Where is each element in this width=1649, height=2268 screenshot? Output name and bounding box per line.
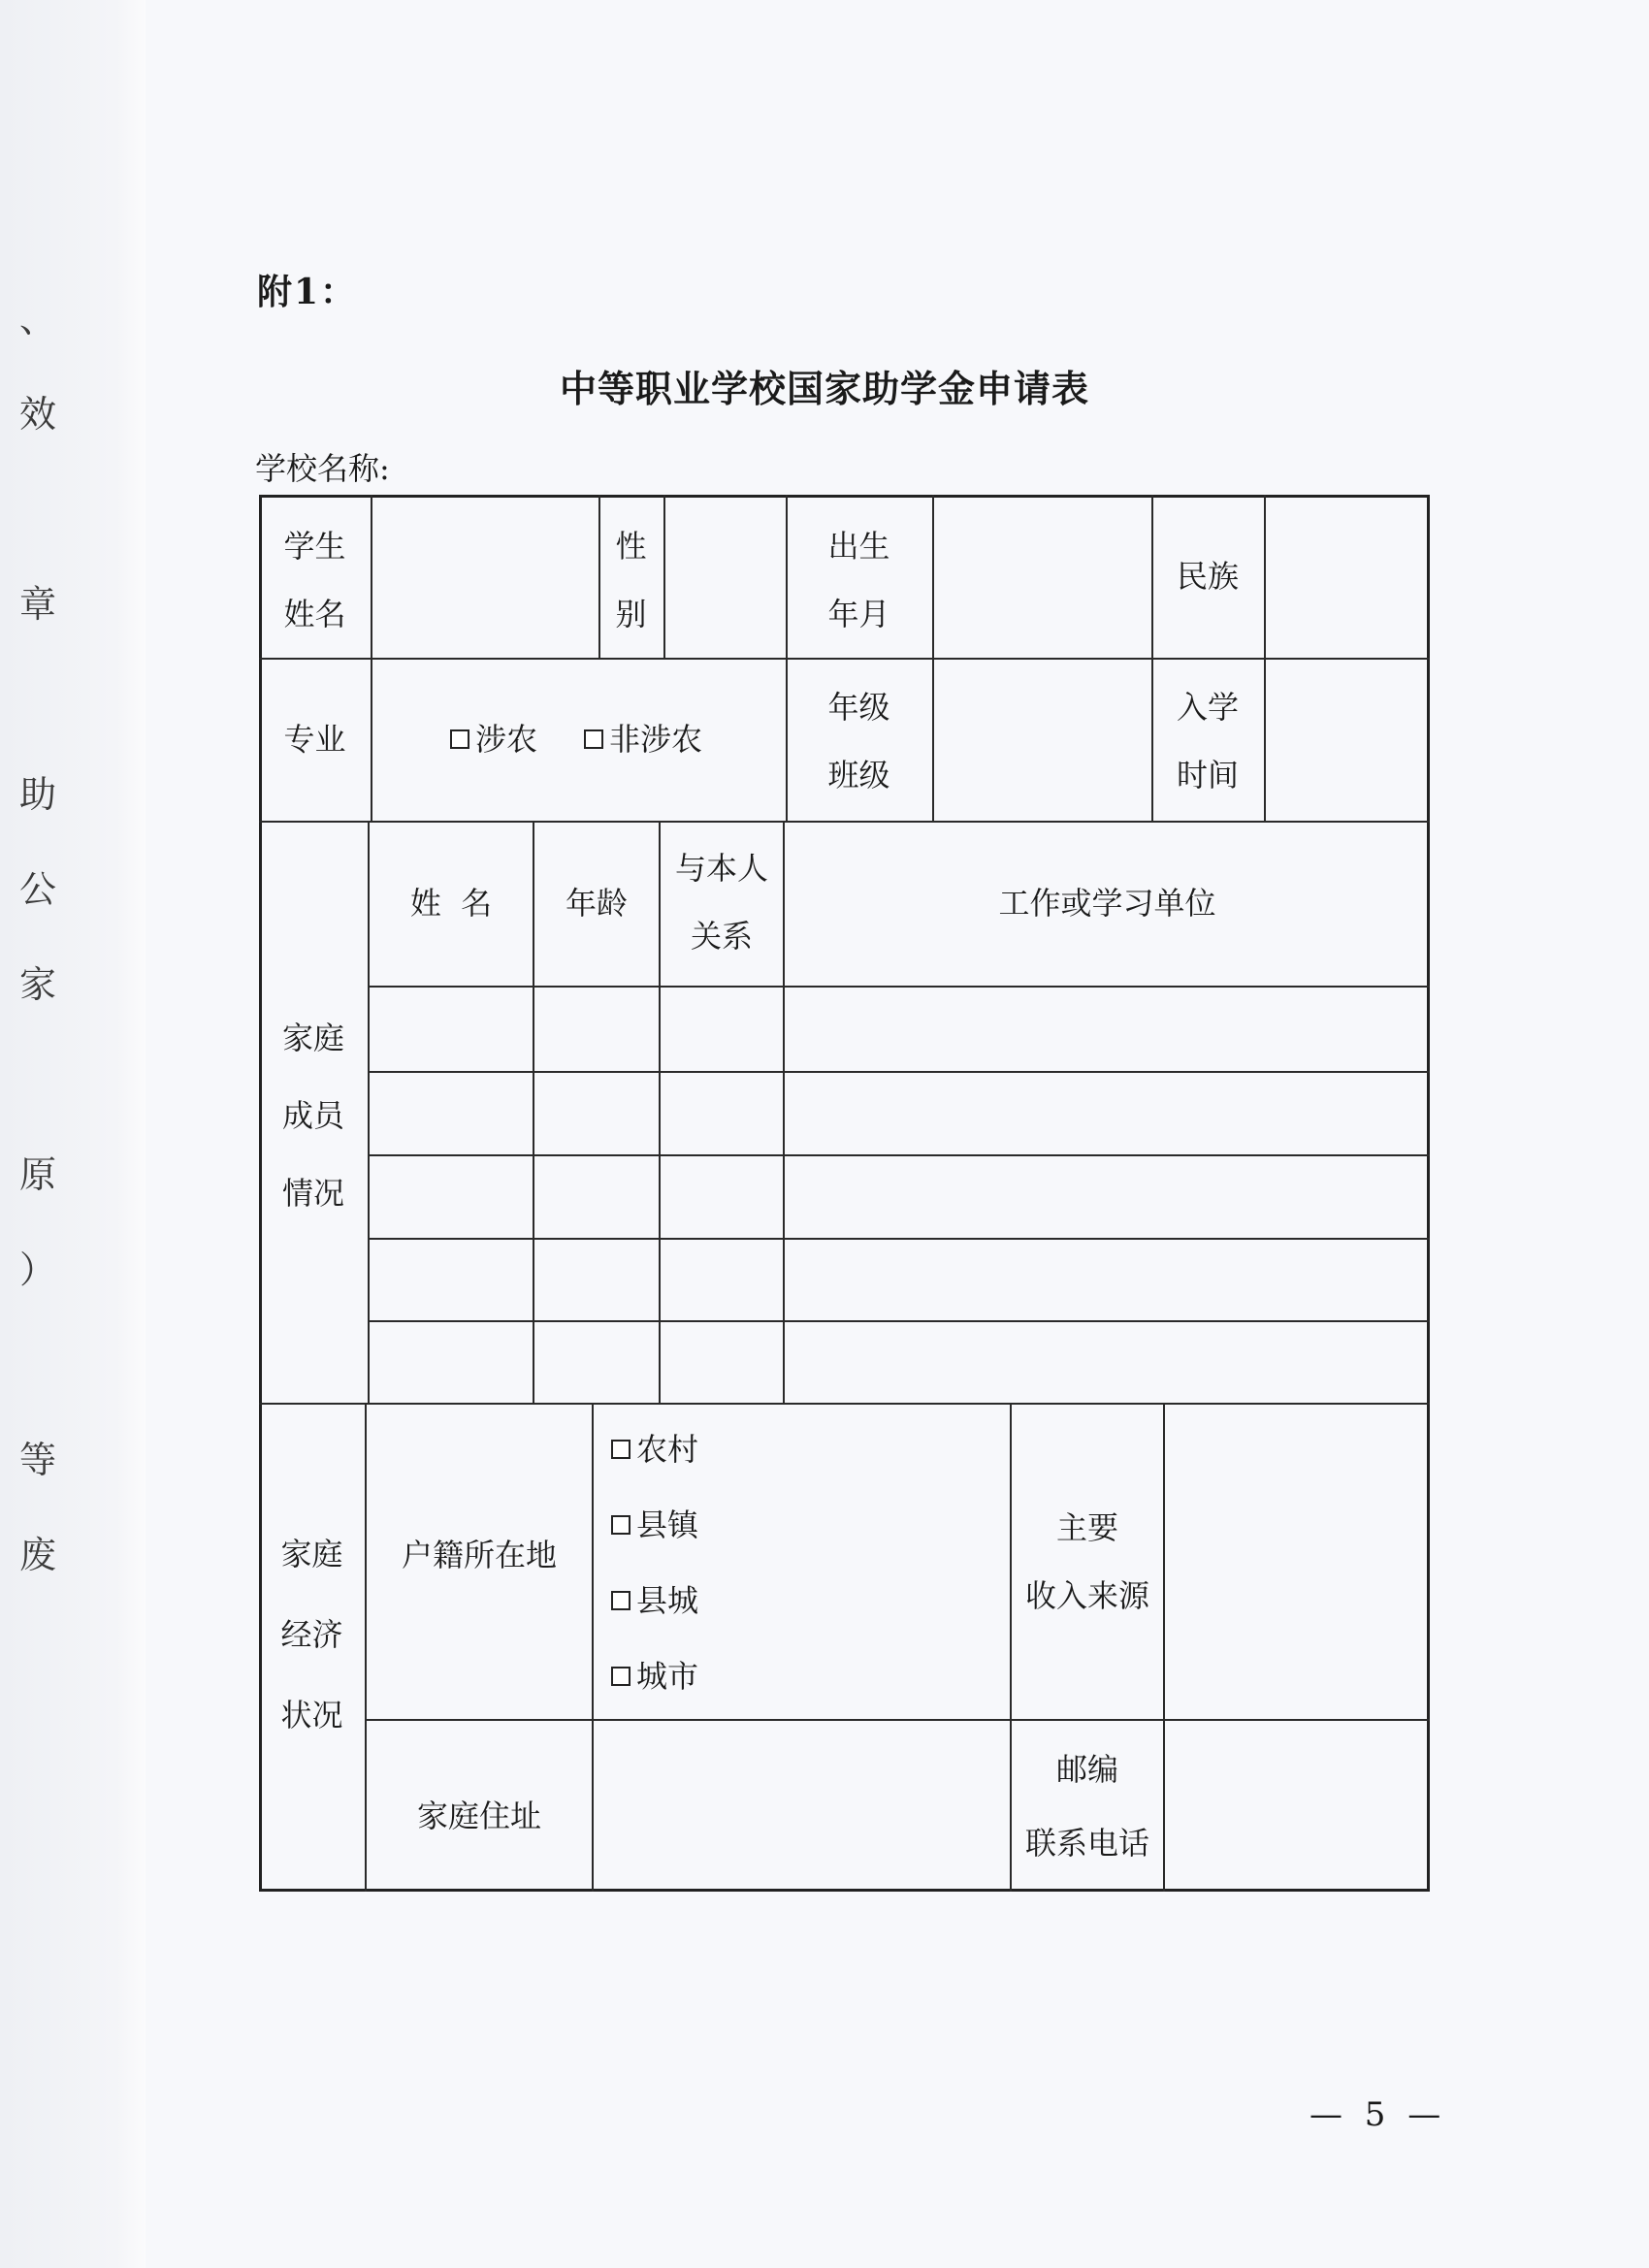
gender-label: 性 别 xyxy=(615,528,647,632)
form-title: 中等职业学校国家助学金申请表 xyxy=(559,367,1089,410)
household-options xyxy=(611,1411,999,1714)
margin-char: 等 xyxy=(18,1439,56,1481)
margin-char: 章 xyxy=(18,583,56,626)
rural-checkbox[interactable]: 农村 xyxy=(611,1434,698,1465)
checkbox-square[interactable] xyxy=(611,1515,630,1535)
attachment-label: 附1： xyxy=(257,272,358,312)
postcode-phone-label: 邮编 联系电话 xyxy=(1024,1751,1149,1862)
member-name-header: 姓 名 xyxy=(409,885,493,922)
page-number: — 5 — xyxy=(1310,2095,1447,2134)
margin-char: 助 xyxy=(18,773,56,816)
checkbox-square[interactable] xyxy=(611,1591,630,1610)
major-options xyxy=(372,658,786,821)
margin-char: 效 xyxy=(18,393,56,436)
grade-class-field[interactable] xyxy=(934,658,1151,821)
county-town-checkbox[interactable]: 县镇 xyxy=(611,1509,698,1540)
margin-char: 家 xyxy=(18,963,56,1006)
major-label: 专业 xyxy=(283,721,346,758)
income-source-label: 主要 收入来源 xyxy=(1024,1509,1149,1614)
non-agri-checkbox[interactable]: 非涉农 xyxy=(584,724,702,755)
city-checkbox[interactable]: 城市 xyxy=(611,1661,698,1692)
enrollment-time-label: 入学 时间 xyxy=(1176,689,1239,794)
member-work-header: 工作或学习单位 xyxy=(998,885,1216,922)
margin-char: 、 xyxy=(18,298,56,340)
ethnicity-field[interactable] xyxy=(1266,495,1430,658)
family-economy-section-label: 家庭 经济 状况 xyxy=(280,1535,343,1734)
checkbox-square[interactable] xyxy=(611,1440,630,1459)
ethnicity-label: 民族 xyxy=(1176,558,1239,595)
member-relation-header: 与本人 关系 xyxy=(674,850,768,955)
income-source-field[interactable] xyxy=(1165,1403,1430,1719)
birth-date-label: 出生 年月 xyxy=(827,528,890,632)
home-address-label: 家庭住址 xyxy=(416,1798,541,1834)
enrollment-time-field[interactable] xyxy=(1266,658,1430,821)
family-members-section-label: 家庭 成员 情况 xyxy=(281,1020,344,1212)
margin-char: 原 xyxy=(18,1153,56,1196)
member-age-header: 年龄 xyxy=(565,885,628,922)
bleed-through-margin-text xyxy=(14,272,62,1678)
household-registration-label: 户籍所在地 xyxy=(401,1537,557,1573)
checkbox-square[interactable] xyxy=(611,1667,630,1686)
checkbox-square[interactable] xyxy=(584,729,603,749)
student-name-field[interactable] xyxy=(372,495,598,658)
county-city-checkbox[interactable]: 县城 xyxy=(611,1585,698,1616)
margin-char: 公 xyxy=(18,868,56,911)
margin-char: ） xyxy=(18,1248,56,1291)
checkbox-square[interactable] xyxy=(450,729,469,749)
application-form-table xyxy=(259,495,1430,1892)
postcode-phone-field[interactable] xyxy=(1165,1721,1430,1892)
school-name-label: 学校名称: xyxy=(255,450,390,487)
home-address-field[interactable] xyxy=(594,1721,1010,1892)
agri-checkbox[interactable]: 涉农 xyxy=(450,724,537,755)
birth-date-field[interactable] xyxy=(934,495,1151,658)
margin-char: 废 xyxy=(18,1534,56,1576)
student-name-label: 学生 姓名 xyxy=(283,528,346,632)
gender-field[interactable] xyxy=(665,495,786,658)
grade-class-label: 年级 班级 xyxy=(827,689,890,794)
